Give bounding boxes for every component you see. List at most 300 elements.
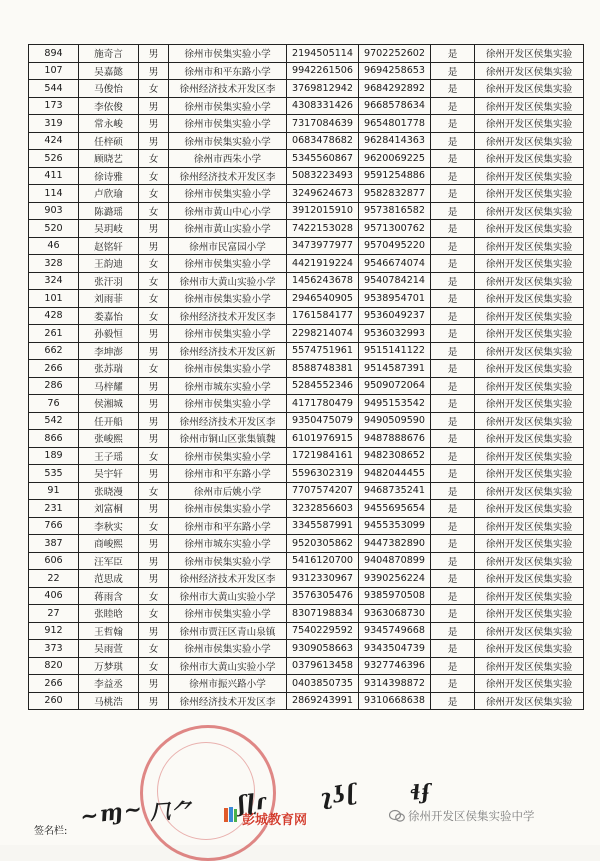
admitted-flag-cell: 是: [431, 272, 475, 290]
admitted-flag-cell: 是: [431, 640, 475, 658]
score-code-cell: 9363068730: [359, 605, 431, 623]
score-code-cell: 9487888676: [359, 430, 431, 448]
gender-cell: 女: [139, 587, 169, 605]
gender-cell: 女: [139, 290, 169, 308]
gender-cell: 女: [139, 447, 169, 465]
exam-number-cell: 5574751961: [287, 342, 359, 360]
destination-school-cell: 徐州开发区侯集实验: [475, 202, 584, 220]
destination-school-cell: 徐州开发区侯集实验: [475, 657, 584, 675]
row-number-cell: 76: [29, 395, 79, 413]
gender-cell: 男: [139, 97, 169, 115]
table-row: [29, 482, 584, 500]
student-name-cell: 吴玥岐: [79, 220, 139, 238]
exam-number-cell: 4421919224: [287, 255, 359, 273]
score-code-cell: 9482044455: [359, 465, 431, 483]
row-number-cell: 261: [29, 325, 79, 343]
gender-cell: 男: [139, 342, 169, 360]
row-number-cell: 189: [29, 447, 79, 465]
admitted-flag-cell: 是: [431, 202, 475, 220]
destination-school-cell: 徐州开发区侯集实验: [475, 62, 584, 80]
student-name-cell: 王韵迪: [79, 255, 139, 273]
primary-school-cell: 徐州市大黄山实验小学: [169, 657, 287, 675]
row-number-cell: 387: [29, 535, 79, 553]
table-row: [29, 500, 584, 518]
table-row: [29, 150, 584, 168]
score-code-cell: 9702252602: [359, 45, 431, 63]
admitted-flag-cell: 是: [431, 587, 475, 605]
student-name-cell: 刘雨菲: [79, 290, 139, 308]
destination-school-cell: 徐州开发区侯集实验: [475, 500, 584, 518]
primary-school-cell: 徐州市侯集实验小学: [169, 255, 287, 273]
primary-school-cell: 徐州市侯集实验小学: [169, 360, 287, 378]
student-name-cell: 任梓硕: [79, 132, 139, 150]
primary-school-cell: 徐州市黄山中心小学: [169, 202, 287, 220]
table-row: [29, 45, 584, 63]
student-name-cell: 刘富桐: [79, 500, 139, 518]
primary-school-cell: 徐州市侯集实验小学: [169, 132, 287, 150]
table-row: [29, 237, 584, 255]
row-number-cell: 319: [29, 115, 79, 133]
primary-school-cell: 徐州市侯集实验小学: [169, 115, 287, 133]
score-code-cell: 9390256224: [359, 570, 431, 588]
score-code-cell: 9490509590: [359, 412, 431, 430]
exam-number-cell: 3249624673: [287, 185, 359, 203]
table-row: [29, 395, 584, 413]
exam-number-cell: 1721984161: [287, 447, 359, 465]
destination-school-cell: 徐州开发区侯集实验: [475, 290, 584, 308]
row-number-cell: 428: [29, 307, 79, 325]
admitted-flag-cell: 是: [431, 325, 475, 343]
score-code-cell: 9540784214: [359, 272, 431, 290]
exam-number-cell: 2946540905: [287, 290, 359, 308]
row-number-cell: 866: [29, 430, 79, 448]
table-row: [29, 132, 584, 150]
student-roster-table: [28, 44, 584, 710]
row-number-cell: 286: [29, 377, 79, 395]
score-code-cell: 9546674074: [359, 255, 431, 273]
student-name-cell: 汪军臣: [79, 552, 139, 570]
destination-school-cell: 徐州开发区侯集实验: [475, 535, 584, 553]
admitted-flag-cell: 是: [431, 447, 475, 465]
destination-school-cell: 徐州开发区侯集实验: [475, 640, 584, 658]
admitted-flag-cell: 是: [431, 80, 475, 98]
primary-school-cell: 徐州市侯集实验小学: [169, 605, 287, 623]
exam-number-cell: 9520305862: [287, 535, 359, 553]
exam-number-cell: 7422153028: [287, 220, 359, 238]
student-name-cell: 张晓漫: [79, 482, 139, 500]
score-code-cell: 9509072064: [359, 377, 431, 395]
score-code-cell: 9343504739: [359, 640, 431, 658]
wechat-icon: [389, 809, 405, 823]
admitted-flag-cell: 是: [431, 692, 475, 710]
student-name-cell: 李秋实: [79, 517, 139, 535]
destination-school-cell: 徐州开发区侯集实验: [475, 132, 584, 150]
destination-school-cell: 徐州开发区侯集实验: [475, 342, 584, 360]
table-row: [29, 552, 584, 570]
table-row: [29, 692, 584, 710]
exam-number-cell: 9309058663: [287, 640, 359, 658]
primary-school-cell: 徐州市黄山实验小学: [169, 220, 287, 238]
score-code-cell: 9573816582: [359, 202, 431, 220]
primary-school-cell: 徐州市大黄山实验小学: [169, 587, 287, 605]
gender-cell: 女: [139, 640, 169, 658]
student-name-cell: 范思成: [79, 570, 139, 588]
admitted-flag-cell: 是: [431, 360, 475, 378]
table-row: [29, 62, 584, 80]
student-name-cell: 王子瑶: [79, 447, 139, 465]
destination-school-cell: 徐州开发区侯集实验: [475, 587, 584, 605]
score-code-cell: 9515141122: [359, 342, 431, 360]
row-number-cell: 411: [29, 167, 79, 185]
table-row: [29, 640, 584, 658]
destination-school-cell: 徐州开发区侯集实验: [475, 517, 584, 535]
score-code-cell: 9345749668: [359, 622, 431, 640]
primary-school-cell: 徐州市侯集实验小学: [169, 325, 287, 343]
handwritten-signature: ʅʖʗ: [318, 778, 361, 812]
student-name-cell: 马俊怡: [79, 80, 139, 98]
row-number-cell: 520: [29, 220, 79, 238]
admitted-flag-cell: 是: [431, 570, 475, 588]
destination-school-cell: 徐州开发区侯集实验: [475, 377, 584, 395]
primary-school-cell: 徐州市侯集实验小学: [169, 45, 287, 63]
destination-school-cell: 徐州开发区侯集实验: [475, 45, 584, 63]
table-row: [29, 377, 584, 395]
table-row: [29, 412, 584, 430]
admitted-flag-cell: 是: [431, 220, 475, 238]
exam-number-cell: 7707574207: [287, 482, 359, 500]
gender-cell: 男: [139, 62, 169, 80]
admitted-flag-cell: 是: [431, 500, 475, 518]
primary-school-cell: 徐州市侯集实验小学: [169, 395, 287, 413]
row-number-cell: 266: [29, 675, 79, 693]
primary-school-cell: 徐州市铜山区张集镇魏: [169, 430, 287, 448]
table-row: [29, 97, 584, 115]
row-number-cell: 46: [29, 237, 79, 255]
gender-cell: 女: [139, 605, 169, 623]
admitted-flag-cell: 是: [431, 605, 475, 623]
score-code-cell: 9310668638: [359, 692, 431, 710]
admitted-flag-cell: 是: [431, 237, 475, 255]
student-name-cell: 卢欣瑜: [79, 185, 139, 203]
student-name-cell: 任开船: [79, 412, 139, 430]
gender-cell: 女: [139, 202, 169, 220]
exam-number-cell: 7317084639: [287, 115, 359, 133]
score-code-cell: 9684292892: [359, 80, 431, 98]
table-row: [29, 360, 584, 378]
handwritten-signature: ~ɱ~: [78, 795, 145, 831]
gender-cell: 男: [139, 570, 169, 588]
handwritten-signature: ʃɭɾ: [236, 788, 268, 818]
primary-school-cell: 徐州市侯集实验小学: [169, 447, 287, 465]
primary-school-cell: 徐州经济技术开发区李: [169, 80, 287, 98]
handwritten-signature: ⺇⺈: [149, 797, 193, 825]
admitted-flag-cell: 是: [431, 45, 475, 63]
exam-number-cell: 5596302319: [287, 465, 359, 483]
primary-school-cell: 徐州市民富园小学: [169, 237, 287, 255]
student-name-cell: 常永峻: [79, 115, 139, 133]
destination-school-cell: 徐州开发区侯集实验: [475, 185, 584, 203]
gender-cell: 男: [139, 500, 169, 518]
primary-school-cell: 徐州市和平东路小学: [169, 465, 287, 483]
student-name-cell: 王哲翰: [79, 622, 139, 640]
destination-school-cell: 徐州开发区侯集实验: [475, 395, 584, 413]
table-row: [29, 535, 584, 553]
gender-cell: 女: [139, 80, 169, 98]
score-code-cell: 9314398872: [359, 675, 431, 693]
exam-number-cell: 5416120700: [287, 552, 359, 570]
destination-school-cell: 徐州开发区侯集实验: [475, 482, 584, 500]
admitted-flag-cell: 是: [431, 517, 475, 535]
table-row: [29, 167, 584, 185]
table-row: [29, 115, 584, 133]
destination-school-cell: 徐州开发区侯集实验: [475, 272, 584, 290]
exam-number-cell: 2194505114: [287, 45, 359, 63]
primary-school-cell: 徐州市侯集实验小学: [169, 500, 287, 518]
gender-cell: 男: [139, 622, 169, 640]
exam-number-cell: 9942261506: [287, 62, 359, 80]
admitted-flag-cell: 是: [431, 552, 475, 570]
student-name-cell: 李坤澎: [79, 342, 139, 360]
exam-number-cell: 0683478682: [287, 132, 359, 150]
gender-cell: 男: [139, 325, 169, 343]
destination-school-cell: 徐州开发区侯集实验: [475, 97, 584, 115]
admitted-flag-cell: 是: [431, 622, 475, 640]
score-code-cell: 9482308652: [359, 447, 431, 465]
admitted-flag-cell: 是: [431, 97, 475, 115]
table-row: [29, 570, 584, 588]
score-code-cell: 9620069225: [359, 150, 431, 168]
row-number-cell: 107: [29, 62, 79, 80]
row-number-cell: 662: [29, 342, 79, 360]
row-number-cell: 231: [29, 500, 79, 518]
gender-cell: 男: [139, 675, 169, 693]
primary-school-cell: 徐州市后姚小学: [169, 482, 287, 500]
row-number-cell: 424: [29, 132, 79, 150]
exam-number-cell: 0403850735: [287, 675, 359, 693]
score-code-cell: 9455353099: [359, 517, 431, 535]
score-code-cell: 9514587391: [359, 360, 431, 378]
gender-cell: 女: [139, 657, 169, 675]
exam-number-cell: 8588748381: [287, 360, 359, 378]
primary-school-cell: 徐州市西朱小学: [169, 150, 287, 168]
score-code-cell: 9327746396: [359, 657, 431, 675]
row-number-cell: 542: [29, 412, 79, 430]
row-number-cell: 544: [29, 80, 79, 98]
primary-school-cell: 徐州市大黄山实验小学: [169, 272, 287, 290]
gender-cell: 男: [139, 412, 169, 430]
destination-school-cell: 徐州开发区侯集实验: [475, 412, 584, 430]
exam-number-cell: 4171780479: [287, 395, 359, 413]
table-row: [29, 657, 584, 675]
row-number-cell: 406: [29, 587, 79, 605]
table-row: [29, 185, 584, 203]
gender-cell: 女: [139, 307, 169, 325]
gender-cell: 女: [139, 167, 169, 185]
student-name-cell: 马桃浩: [79, 692, 139, 710]
admitted-flag-cell: 是: [431, 675, 475, 693]
student-name-cell: 万梦琪: [79, 657, 139, 675]
destination-school-cell: 徐州开发区侯集实验: [475, 605, 584, 623]
primary-school-cell: 徐州经济技术开发区新: [169, 342, 287, 360]
row-number-cell: 328: [29, 255, 79, 273]
primary-school-cell: 徐州市振兴路小学: [169, 675, 287, 693]
score-code-cell: 9571300762: [359, 220, 431, 238]
score-code-cell: 9654801778: [359, 115, 431, 133]
table-row: [29, 307, 584, 325]
table-row: [29, 517, 584, 535]
exam-number-cell: 9312330967: [287, 570, 359, 588]
student-name-cell: 张苏瑞: [79, 360, 139, 378]
score-code-cell: 9570495220: [359, 237, 431, 255]
table-row: [29, 430, 584, 448]
table-row: [29, 255, 584, 273]
table-row: [29, 325, 584, 343]
score-code-cell: 9668578634: [359, 97, 431, 115]
gender-cell: 女: [139, 517, 169, 535]
score-code-cell: 9385970508: [359, 587, 431, 605]
score-code-cell: 9628414363: [359, 132, 431, 150]
row-number-cell: 101: [29, 290, 79, 308]
destination-school-cell: 徐州开发区侯集实验: [475, 430, 584, 448]
table-row: [29, 675, 584, 693]
student-name-cell: 商峻熙: [79, 535, 139, 553]
gender-cell: 男: [139, 692, 169, 710]
gender-cell: 女: [139, 272, 169, 290]
destination-school-cell: 徐州开发区侯集实验: [475, 167, 584, 185]
gender-cell: 女: [139, 360, 169, 378]
gender-cell: 男: [139, 132, 169, 150]
admitted-flag-cell: 是: [431, 465, 475, 483]
row-number-cell: 114: [29, 185, 79, 203]
exam-number-cell: 1456243678: [287, 272, 359, 290]
student-name-cell: 娄嘉怡: [79, 307, 139, 325]
student-name-cell: 陈潞瑶: [79, 202, 139, 220]
exam-number-cell: 0379613458: [287, 657, 359, 675]
row-number-cell: 766: [29, 517, 79, 535]
gender-cell: 男: [139, 237, 169, 255]
admitted-flag-cell: 是: [431, 150, 475, 168]
row-number-cell: 324: [29, 272, 79, 290]
row-number-cell: 373: [29, 640, 79, 658]
primary-school-cell: 徐州市侯集实验小学: [169, 97, 287, 115]
admitted-flag-cell: 是: [431, 482, 475, 500]
primary-school-cell: 徐州市贾汪区青山泉镇: [169, 622, 287, 640]
row-number-cell: 526: [29, 150, 79, 168]
exam-number-cell: 3769812942: [287, 80, 359, 98]
admitted-flag-cell: 是: [431, 185, 475, 203]
row-number-cell: 606: [29, 552, 79, 570]
destination-school-cell: 徐州开发区侯集实验: [475, 465, 584, 483]
destination-school-cell: 徐州开发区侯集实验: [475, 150, 584, 168]
table-row: [29, 587, 584, 605]
watermark-site-name: 彭城教育网: [242, 813, 308, 828]
gender-cell: 男: [139, 220, 169, 238]
admitted-flag-cell: 是: [431, 657, 475, 675]
primary-school-cell: 徐州市侯集实验小学: [169, 185, 287, 203]
primary-school-cell: 徐州市城东实验小学: [169, 535, 287, 553]
admitted-flag-cell: 是: [431, 430, 475, 448]
roster-body: [29, 45, 584, 710]
row-number-cell: 260: [29, 692, 79, 710]
destination-school-cell: 徐州开发区侯集实验: [475, 325, 584, 343]
exam-number-cell: 3576305476: [287, 587, 359, 605]
gender-cell: 男: [139, 377, 169, 395]
row-number-cell: 535: [29, 465, 79, 483]
admitted-flag-cell: 是: [431, 395, 475, 413]
admitted-flag-cell: 是: [431, 115, 475, 133]
student-name-cell: 张峻熙: [79, 430, 139, 448]
destination-school-cell: 徐州开发区侯集实验: [475, 307, 584, 325]
gender-cell: 男: [139, 45, 169, 63]
destination-school-cell: 徐州开发区侯集实验: [475, 447, 584, 465]
table-row: [29, 465, 584, 483]
table-row: [29, 272, 584, 290]
student-name-cell: 马梓耀: [79, 377, 139, 395]
gender-cell: 女: [139, 185, 169, 203]
destination-school-cell: 徐州开发区侯集实验: [475, 552, 584, 570]
destination-school-cell: 徐州开发区侯集实验: [475, 237, 584, 255]
student-name-cell: 孙毅恒: [79, 325, 139, 343]
admitted-flag-cell: 是: [431, 62, 475, 80]
admitted-flag-cell: 是: [431, 412, 475, 430]
score-code-cell: 9536049237: [359, 307, 431, 325]
exam-number-cell: 5345560867: [287, 150, 359, 168]
score-code-cell: 9536032993: [359, 325, 431, 343]
student-name-cell: 顾晓艺: [79, 150, 139, 168]
student-name-cell: 李依俊: [79, 97, 139, 115]
primary-school-cell: 徐州经济技术开发区李: [169, 307, 287, 325]
gender-cell: 男: [139, 395, 169, 413]
exam-number-cell: 5083223493: [287, 167, 359, 185]
primary-school-cell: 徐州经济技术开发区李: [169, 692, 287, 710]
gender-cell: 男: [139, 552, 169, 570]
destination-school-cell: 徐州开发区侯集实验: [475, 80, 584, 98]
primary-school-cell: 徐州经济技术开发区李: [169, 570, 287, 588]
primary-school-cell: 徐州市侯集实验小学: [169, 290, 287, 308]
student-name-cell: 侯湘城: [79, 395, 139, 413]
destination-school-cell: 徐州开发区侯集实验: [475, 675, 584, 693]
admitted-flag-cell: 是: [431, 132, 475, 150]
watermark-school-account: 徐州开发区侯集实验中学: [408, 809, 535, 823]
student-name-cell: 蒋雨含: [79, 587, 139, 605]
admitted-flag-cell: 是: [431, 535, 475, 553]
admitted-flag-cell: 是: [431, 342, 475, 360]
score-code-cell: 9447382890: [359, 535, 431, 553]
table-row: [29, 605, 584, 623]
gender-cell: 女: [139, 150, 169, 168]
exam-number-cell: 3912015910: [287, 202, 359, 220]
primary-school-cell: 徐州市侯集实验小学: [169, 552, 287, 570]
student-name-cell: 吴宇轩: [79, 465, 139, 483]
exam-number-cell: 2298214074: [287, 325, 359, 343]
destination-school-cell: 徐州开发区侯集实验: [475, 692, 584, 710]
primary-school-cell: 徐州经济技术开发区李: [169, 412, 287, 430]
exam-number-cell: 9350475079: [287, 412, 359, 430]
student-name-cell: 施奇言: [79, 45, 139, 63]
admitted-flag-cell: 是: [431, 167, 475, 185]
student-name-cell: 吴雨萱: [79, 640, 139, 658]
signature-label: 签名栏:: [34, 826, 68, 837]
admitted-flag-cell: 是: [431, 255, 475, 273]
exam-number-cell: 3232856603: [287, 500, 359, 518]
row-number-cell: 173: [29, 97, 79, 115]
gender-cell: 女: [139, 255, 169, 273]
handwritten-signature: ɬʄ: [408, 779, 432, 805]
gender-cell: 女: [139, 482, 169, 500]
table-row: [29, 220, 584, 238]
table-row: [29, 290, 584, 308]
student-name-cell: 张睦晗: [79, 605, 139, 623]
